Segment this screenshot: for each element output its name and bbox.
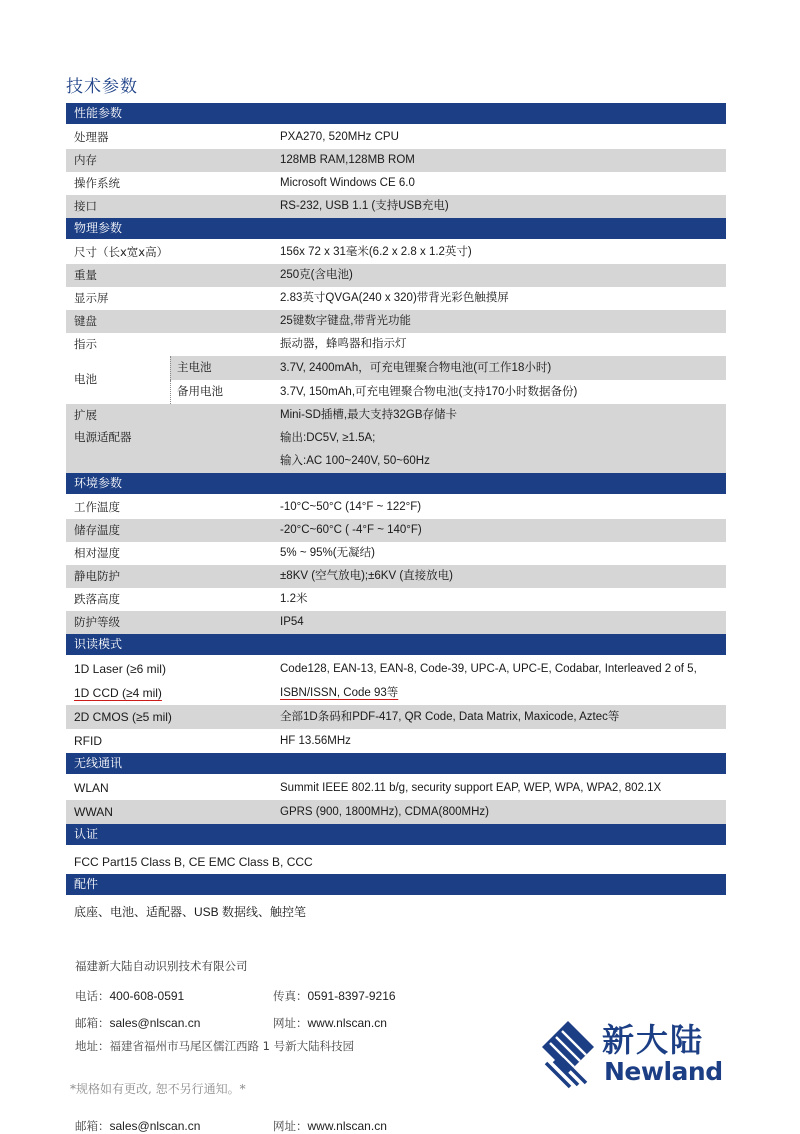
table-row [66, 241, 726, 264]
row-label: 操作系统 [74, 176, 120, 190]
row-label: 处理器 [74, 130, 109, 144]
row-value: ISBN/ISSN, Code 93等 [280, 687, 399, 699]
spec-table [66, 103, 726, 924]
row-label: 内存 [74, 153, 97, 167]
web-value[interactable]: www.nlscan.cn [307, 1119, 387, 1133]
table-row [66, 287, 726, 310]
power-row [66, 427, 726, 473]
table-row [66, 264, 726, 287]
row-label: 静电防护 [74, 569, 120, 583]
table-row [66, 705, 726, 729]
email-value[interactable]: sales@nlscan.cn [109, 1119, 201, 1133]
web-label: 网址： [273, 1119, 308, 1133]
battery-subrows [170, 356, 726, 404]
row-label: 备用电池 [170, 380, 280, 404]
row-label: 相对湿度 [74, 546, 120, 560]
row-label: 重量 [74, 268, 97, 282]
row-value: IP54 [280, 616, 304, 628]
address-line [75, 1038, 354, 1054]
table-row [66, 542, 726, 565]
logo-chinese-text: 新大陆 [602, 1021, 705, 1059]
web-value[interactable]: www.nlscan.cn [307, 1016, 387, 1030]
email-label: 邮箱： [75, 1016, 110, 1030]
row-value: 输出:DC5V, ≥1.5A; [280, 432, 376, 444]
row-label: 显示屏 [74, 291, 109, 305]
company-name: 福建新大陆自动识别技术有限公司 [75, 959, 248, 973]
web-line [273, 1015, 387, 1031]
row-label: 接口 [74, 199, 97, 213]
row-label: 1D Laser (≥6 mil) [74, 662, 166, 676]
row-value: 3.7V, 2400mAh，可充电锂聚合物电池(可工作18小时) [280, 362, 552, 374]
row-label: 防护等级 [74, 615, 120, 629]
fax-label: 传真： [273, 989, 308, 1003]
row-value: Microsoft Windows CE 6.0 [280, 177, 415, 189]
table-row [66, 588, 726, 611]
logo-english-text: Newland [604, 1057, 723, 1086]
disclaimer-note: *规格如有更改, 恕不另行通知。* [70, 1082, 246, 1096]
row-value: PXA270, 520MHz CPU [280, 131, 399, 143]
row-label: RFID [74, 734, 102, 748]
section-physical: 物理参数 [66, 218, 726, 241]
table-row [66, 126, 726, 149]
fax-line [273, 988, 396, 1004]
table-row [170, 380, 726, 404]
row-label: 2D CMOS (≥5 mil) [74, 710, 172, 724]
table-row [66, 611, 726, 634]
address-value: 福建省福州市马尾区儒江西路 1 号新大陆科技园 [109, 1039, 355, 1053]
row-value: 128MB RAM,128MB ROM [280, 154, 415, 166]
power-values [280, 427, 726, 473]
row-value: 1.2米 [280, 593, 308, 605]
row-value: -20°C~60°C ( -4°F ~ 140°F) [280, 524, 422, 536]
table-row [66, 195, 726, 218]
row-label: 主电池 [170, 356, 280, 380]
email-line [75, 1015, 200, 1031]
section-accessories: 配件 [66, 874, 726, 897]
row-value: Mini-SD插槽,最大支持32GB存储卡 [280, 409, 457, 421]
table-row [66, 729, 726, 753]
table-row [170, 356, 726, 380]
battery-label: 电池 [66, 356, 170, 404]
tel-line [75, 988, 184, 1004]
row-label: 电源适配器 [74, 432, 132, 444]
newland-logo-icon [540, 1019, 604, 1093]
section-environment: 环境参数 [66, 473, 726, 496]
row-label: 1D CCD (≥4 mil) [74, 686, 162, 700]
row-value: 输入:AC 100~240V, 50~60Hz [280, 455, 430, 467]
row-value: 5% ~ 95%(无凝结) [280, 547, 375, 559]
fax-value: 0591-8397-9216 [307, 989, 396, 1003]
section-wireless: 无线通讯 [66, 753, 726, 776]
row-value: RS-232, USB 1.1 (支持USB充电) [280, 200, 449, 212]
row-label: 尺寸（长x宽x高） [74, 245, 169, 259]
section-scan: 识读模式 [66, 634, 726, 657]
table-row [66, 149, 726, 172]
row-value: 156x 72 x 31毫米(6.2 x 2.8 x 1.2英寸) [280, 246, 472, 258]
row-value: GPRS (900, 1800MHz), CDMA(800MHz) [280, 806, 489, 818]
table-row [66, 800, 726, 824]
tel-value: 400-608-0591 [109, 989, 185, 1003]
row-label: 跌落高度 [74, 592, 120, 606]
row-value: -10°C~50°C (14°F ~ 122°F) [280, 501, 422, 513]
table-row [66, 681, 726, 705]
battery-row [66, 356, 726, 404]
tel-label: 电话： [75, 989, 110, 1003]
row-value: HF 13.56MHz [280, 735, 351, 747]
email-label: 邮箱： [75, 1119, 110, 1133]
section-cert: 认证 [66, 824, 726, 847]
table-row [66, 519, 726, 542]
row-value: 2.83英寸QVGA(240 x 320)带背光彩色触摸屏 [280, 292, 509, 304]
row-value: Code128, EAN-13, EAN-8, Code-39, UPC-A, UPC-E, Codabar, Interleaved 2 of 5, [280, 663, 697, 675]
table-row [66, 565, 726, 588]
row-label: 扩展 [74, 408, 97, 422]
row-value: ±8KV (空气放电);±6KV (直接放电) [280, 570, 453, 582]
row-value: 25键数字键盘,带背光功能 [280, 315, 411, 327]
row-value: 振动器，蜂鸣器和指示灯 [280, 338, 407, 350]
table-row [66, 172, 726, 195]
cert-text: FCC Part15 Class B, CE EMC Class B, CCC [74, 855, 313, 869]
row-label: 键盘 [74, 314, 97, 328]
row-label: 指示 [74, 337, 97, 351]
table-row [66, 776, 726, 800]
table-row [66, 333, 726, 356]
web-label: 网址： [273, 1016, 308, 1030]
row-value: Summit IEEE 802.11 b/g, security support EAP, WEP, WPA, WPA2, 802.1X [280, 782, 662, 794]
newland-logo [540, 1015, 740, 1095]
row-value: 250克(含电池) [280, 269, 353, 281]
table-row [66, 657, 726, 681]
row-value: 全部1D条码和PDF-417, QR Code, Data Matrix, Maxicode, Aztec等 [280, 711, 620, 723]
row-label: WWAN [74, 805, 113, 819]
row-value: 3.7V, 150mAh,可充电锂聚合物电池(支持170小时数据备份) [280, 386, 578, 398]
row-label: 工作温度 [74, 500, 120, 514]
row-label: 储存温度 [74, 523, 120, 537]
page-title: 技术参数 [66, 77, 138, 96]
table-row [66, 404, 726, 427]
address-label: 地址： [75, 1039, 110, 1053]
table-row [66, 310, 726, 333]
table-row [66, 496, 726, 519]
section-performance: 性能参数 [66, 103, 726, 126]
row-label: WLAN [74, 781, 109, 795]
accessories-text: 底座、电池、适配器、USB 数据线、触控笔 [74, 905, 307, 919]
email-value[interactable]: sales@nlscan.cn [109, 1016, 201, 1030]
